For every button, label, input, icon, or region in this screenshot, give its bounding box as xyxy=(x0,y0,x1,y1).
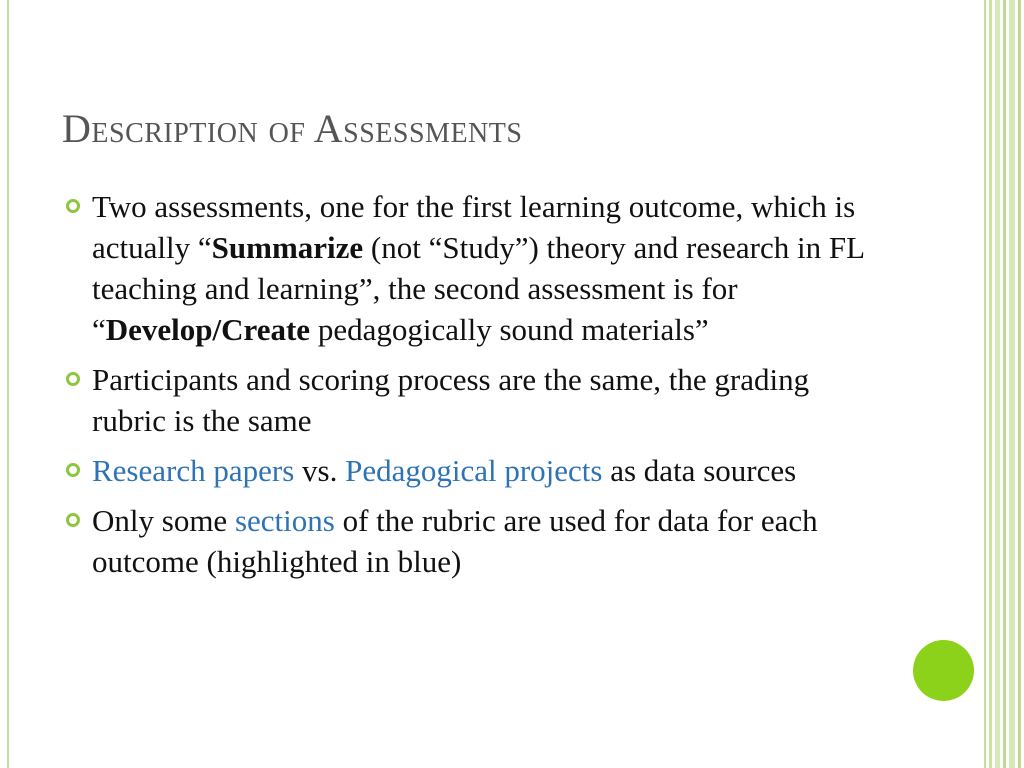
bullet-bold-text: Develop/Create xyxy=(105,312,311,347)
decorative-circle xyxy=(913,640,974,701)
bullet-text: vs. xyxy=(294,453,346,488)
slide-title: Description of Assessments xyxy=(62,106,523,151)
decorative-stripe xyxy=(1003,0,1006,768)
bullet-item xyxy=(65,186,885,350)
bullet-text: of the rubric are used for data for each outcome (highlighted in blue) xyxy=(92,503,818,579)
ring-bullet-icon xyxy=(66,463,80,477)
decorative-stripe xyxy=(1018,0,1021,768)
bullet-text: Only some xyxy=(92,503,235,538)
bullet-item xyxy=(65,500,885,582)
bullet-item xyxy=(65,450,885,491)
highlighted-text: Pedagogical projects xyxy=(345,453,603,488)
bullet-item xyxy=(65,359,885,441)
bullet-text: Participants and scoring process are the same, the grading rubric is the same xyxy=(92,362,810,438)
highlighted-text: Research papers xyxy=(92,453,295,488)
decorative-stripe xyxy=(989,0,992,768)
bullet-text: pedagogically sound materials” xyxy=(310,312,709,347)
bullet-text: (not “Study”) theory and research in FL teaching and learning”, the second assessment is for “ xyxy=(92,230,864,347)
ring-bullet-icon xyxy=(66,199,80,213)
bullet-text: as data sources xyxy=(602,453,797,488)
bullet-text: Two assessments, one for the first learning outcome, which is actually “ xyxy=(92,189,856,265)
bullet-list xyxy=(65,186,885,591)
ring-bullet-icon xyxy=(66,513,80,527)
highlighted-text: sections xyxy=(234,503,335,538)
ring-bullet-icon xyxy=(66,372,80,386)
decorative-stripe xyxy=(1009,0,1015,768)
decorative-stripe xyxy=(995,0,1000,768)
bullet-bold-text: Summarize xyxy=(211,230,364,265)
